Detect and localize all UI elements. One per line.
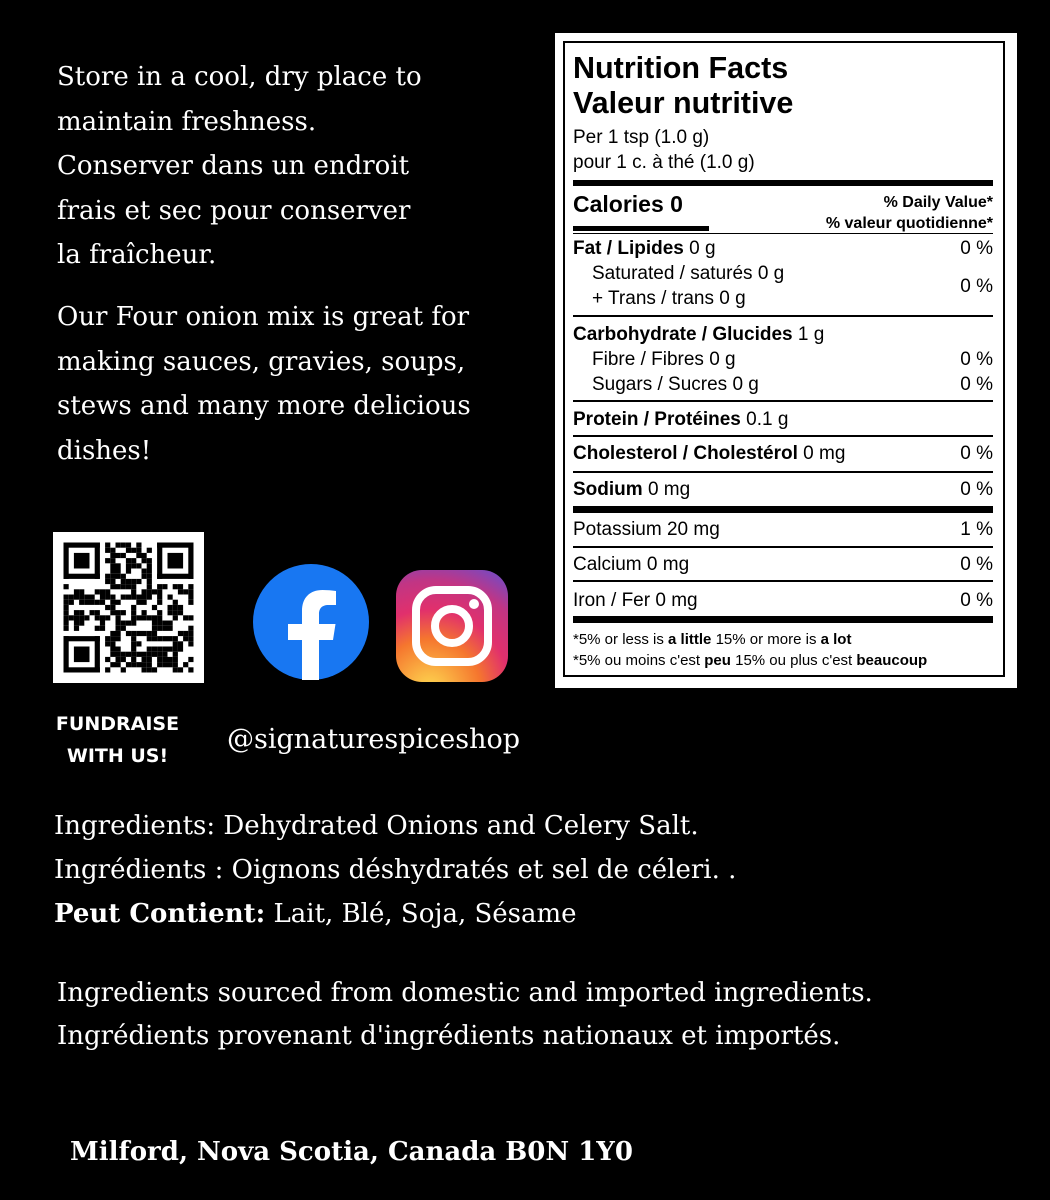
usage-description — [57, 295, 547, 473]
iron-row: Iron / Fer 0 mg 0 % — [573, 590, 993, 611]
thick-divider — [573, 616, 993, 623]
storage-line: frais et sec pour conserver — [57, 195, 411, 226]
thick-divider — [573, 506, 993, 513]
facebook-icon[interactable] — [253, 564, 369, 680]
divider — [573, 546, 993, 548]
calories-underline — [573, 226, 709, 231]
storage-line: Conserver dans un endroit — [57, 151, 410, 181]
usage-line: Our Four onion mix is great for — [57, 302, 470, 332]
divider — [573, 471, 993, 473]
ingredients-en: Ingredients: Dehydrated Onions and Celery Salt. — [54, 811, 699, 841]
saturated-row: Saturated / saturés 0 g — [592, 263, 785, 284]
divider — [573, 435, 993, 437]
serving-size-fr: pour 1 c. à thé (1.0 g) — [573, 152, 755, 173]
calories: Calories 0 — [573, 191, 683, 217]
instagram-icon[interactable] — [396, 570, 508, 682]
nutrition-facts-panel — [555, 33, 1017, 688]
serving-size-en: Per 1 tsp (1.0 g) — [573, 127, 710, 148]
storage-instructions — [57, 55, 537, 278]
divider — [573, 580, 993, 582]
protein-row: Protein / Protéines 0.1 g — [573, 409, 789, 430]
usage-line: making sauces, gravies, soups, — [57, 346, 466, 377]
usage-line: stews and many more delicious — [57, 391, 471, 421]
fat-row: Fat / Lipides 0 g 0 % — [573, 238, 993, 259]
ingredients-section — [54, 804, 736, 936]
nutrition-title-en: Nutrition Facts — [573, 51, 789, 85]
potassium-row: Potassium 20 mg 1 % — [573, 519, 993, 540]
address: Milford, Nova Scotia, Canada B0N 1Y0 — [70, 1137, 633, 1167]
ingredients-fr: Ingrédients : Oignons déshydratés et sel de céleri. . — [54, 855, 737, 885]
dv-fr: % valeur quotidienne* — [825, 215, 993, 232]
divider — [573, 400, 993, 402]
calcium-row: Calcium 0 mg 0 % — [573, 554, 993, 575]
storage-line: Store in a cool, dry place to — [57, 62, 422, 92]
fundraise-line-2: WITH US! — [66, 745, 169, 767]
social-handle[interactable]: @signaturespiceshop — [227, 724, 521, 755]
footnote-en: *5% or less is a little 15% or more is a lot — [573, 631, 852, 648]
sourcing-statement — [57, 972, 873, 1058]
dv-en: % Daily Value* — [883, 194, 993, 211]
divider — [573, 233, 993, 234]
sodium-row: Sodium 0 mg 0 % — [573, 479, 993, 500]
sourced-fr: Ingrédients provenant d'ingrédients nationaux et importés. — [57, 1021, 841, 1051]
nutrition-facts-table: Nutrition Facts Valeur nutritive Per 1 tsp (1.0 g) pour 1 c. à thé (1.0 g) Calories 0 % Daily Value* % valeur quotidienne* Fat / Lipides 0 g 0 % Saturated / saturés 0 g + Trans / trans 0 g 0 % Carbohydrate / Glucides 1 g Fibre / Fibres 0 g 0 % Sugars / Sucres 0 g 0 % Protein / Protéines 0.1 g Cholesterol / Cholestérol 0 mg 0 % Sodium 0 mg 0 % Potassium 20 mg 1 % Calcium 0 mg 0 % Iron / Fer 0 mg 0 % *5% or less is a little 15% or more is a lot *5% ou moins c'est peu 15% ou plus c'est beaucoup — [563, 41, 1005, 677]
sourced-en: Ingredients sourced from domestic and imported ingredients. — [57, 978, 873, 1008]
fibre-row: Fibre / Fibres 0 g 0 % — [592, 349, 993, 370]
divider — [573, 315, 993, 317]
nutrition-title-fr: Valeur nutritive — [573, 86, 794, 120]
qr-code[interactable] — [53, 532, 204, 683]
daily-value-header — [826, 192, 993, 234]
qr-code-icon — [53, 532, 204, 683]
fundraise-line-1: FUNDRAISE — [55, 713, 180, 735]
may-contain — [54, 892, 736, 936]
usage-line: dishes! — [57, 435, 152, 466]
storage-line: maintain freshness. — [57, 106, 317, 137]
may-contain-value: Lait, Blé, Soja, Sésame — [265, 899, 577, 929]
sugars-row: Sugars / Sucres 0 g 0 % — [592, 374, 993, 395]
trans-row: + Trans / trans 0 g — [592, 288, 746, 309]
fundraise-label — [40, 708, 195, 772]
thick-divider — [573, 180, 993, 186]
may-contain-label: Peut Contient: — [54, 899, 266, 929]
carbohydrate-row: Carbohydrate / Glucides 1 g — [573, 324, 825, 345]
storage-line: la fraîcheur. — [57, 240, 217, 270]
footnote-fr: *5% ou moins c'est peu 15% ou plus c'est beaucoup — [573, 652, 928, 669]
cholesterol-row: Cholesterol / Cholestérol 0 mg 0 % — [573, 443, 993, 464]
